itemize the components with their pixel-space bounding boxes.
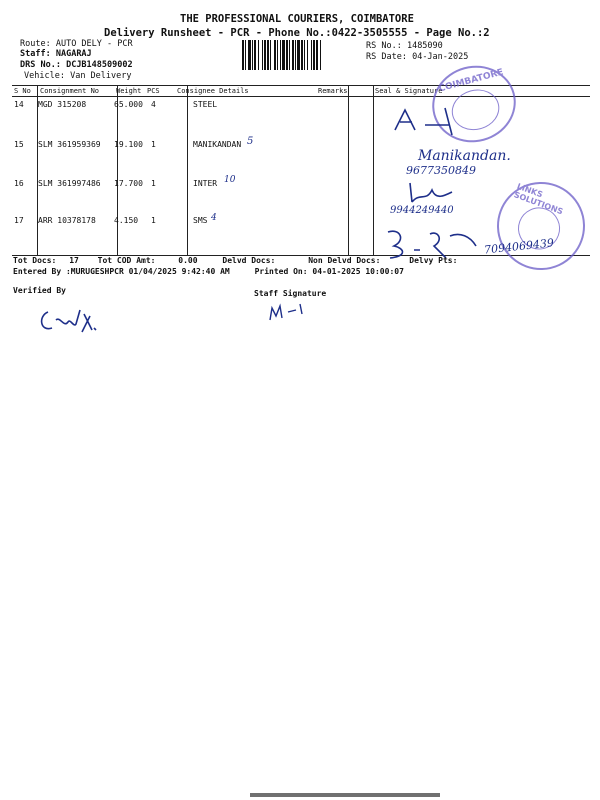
row-16-consignee: INTER	[193, 179, 218, 188]
row-15-pcs: 1	[151, 140, 156, 149]
row-15-sno: 15	[14, 140, 24, 149]
row-17-signature-phone: 7094069439	[483, 236, 555, 257]
col-divider	[373, 85, 374, 255]
col-header-weight: Weight	[116, 87, 142, 95]
col-header-pcs: PCS	[147, 87, 160, 95]
route-value: AUTO DELY - PCR	[55, 39, 133, 49]
row-17-consignee: SMS	[193, 216, 208, 225]
route-line	[20, 39, 133, 49]
row-15-handwritten-phone: 9677350849	[406, 164, 476, 177]
rs-date-value: 04-Jan-2025	[412, 52, 469, 62]
row-15-weight: 19.100	[114, 140, 143, 149]
row-17-handwritten-phone: 9944249440	[390, 205, 454, 216]
col-divider	[187, 85, 188, 255]
rs-no-label: RS No.:	[366, 41, 402, 51]
runsheet-title: Delivery Runsheet - PCR - Phone No.:0422-3505555 - Page No.:2	[104, 27, 490, 39]
row-14-weight: 65.000	[114, 100, 143, 109]
totals-line	[13, 256, 457, 265]
vehicle-label: Vehicle:	[24, 71, 65, 81]
route-label: Route:	[20, 39, 51, 49]
rs-date-label: RS Date:	[366, 52, 407, 62]
drs-line	[20, 60, 133, 70]
vehicle-line	[24, 71, 132, 81]
row-16-sno: 16	[14, 179, 24, 188]
vehicle-value: Van Delivery	[70, 71, 132, 81]
col-header-sno: S No	[14, 87, 31, 95]
delvy-pts-label: Delvy Pts:	[409, 256, 458, 265]
company-title: THE PROFESSIONAL COURIERS, COIMBATORE	[180, 13, 414, 25]
stamp-1-text: COIMBATORE	[437, 67, 505, 95]
tot-docs-label: Tot Docs:	[13, 256, 57, 265]
row-14-signature	[390, 100, 480, 140]
staff-line	[20, 49, 92, 59]
staff-label: Staff:	[20, 49, 51, 59]
row-16-consignment: SLM 361997486	[38, 179, 101, 188]
drs-label: DRS No.:	[20, 60, 61, 70]
row-17-consignment: ARR 10378178	[38, 216, 96, 225]
staff-signature-label: Staff Signature	[254, 289, 327, 298]
rs-date-line	[366, 52, 468, 62]
entered-printed-line	[13, 267, 404, 276]
col-divider	[117, 85, 118, 255]
tot-cod-label: Tot COD Amt:	[97, 256, 156, 265]
verified-by-label: Verified By	[13, 286, 66, 295]
row-15-pen-mark: 5	[247, 136, 254, 147]
tot-docs-value: 17	[69, 256, 79, 265]
col-divider	[37, 85, 38, 255]
delvd-docs-label: Delvd Docs:	[222, 256, 276, 265]
tot-cod-value: 0.00	[178, 256, 198, 265]
stamp-2-text: LINKS SOLUTIONS	[512, 181, 565, 217]
verifier-signature	[34, 302, 104, 336]
scan-artifact-line	[250, 793, 440, 797]
row-17-pcs: 1	[151, 216, 156, 225]
row-17-sno: 17	[14, 216, 24, 225]
row-17-pen-mark: 4	[211, 213, 217, 223]
row-14-consignment: MGD 315208	[38, 100, 87, 109]
row-17-weight: 4.150	[114, 216, 139, 225]
row-15-handwritten-name: Manikandan.	[418, 148, 511, 164]
barcode-image	[241, 40, 359, 70]
col-divider	[348, 85, 349, 255]
col-header-consignment: Consignment No	[40, 87, 100, 95]
staff-signature	[266, 296, 316, 326]
staff-value: NAGARAJ	[55, 49, 92, 59]
row-15-consignee: MANIKANDAN	[193, 140, 242, 149]
col-header-signature: Seal & Signature	[375, 87, 443, 95]
links-seal-stamp	[485, 170, 598, 283]
row-14-consignee: STEEL	[193, 100, 218, 109]
row-15-consignment: SLM 361959369	[38, 140, 101, 149]
row-16-pen-mark: 10	[224, 175, 236, 185]
row-14-pcs: 4	[151, 100, 156, 109]
col-header-consignee: Consignee Details	[177, 87, 249, 95]
drs-value: DCJB148509002	[66, 60, 133, 70]
rs-no-value: 1485090	[406, 41, 443, 51]
non-delvd-docs-label: Non Delvd Docs:	[308, 256, 381, 265]
row-16-pcs: 1	[151, 179, 156, 188]
row-16-signature	[406, 178, 466, 208]
entered-by: Entered By :MURUGESHPCR 01/04/2025 9:42:40 AM	[13, 267, 230, 276]
col-header-remarks: Remarks	[318, 87, 348, 95]
printed-on: Printed On: 04-01-2025 10:00:07	[254, 267, 404, 276]
row-14-sno: 14	[14, 100, 24, 109]
rs-no-line	[366, 41, 443, 51]
row-16-weight: 17.700	[114, 179, 143, 188]
